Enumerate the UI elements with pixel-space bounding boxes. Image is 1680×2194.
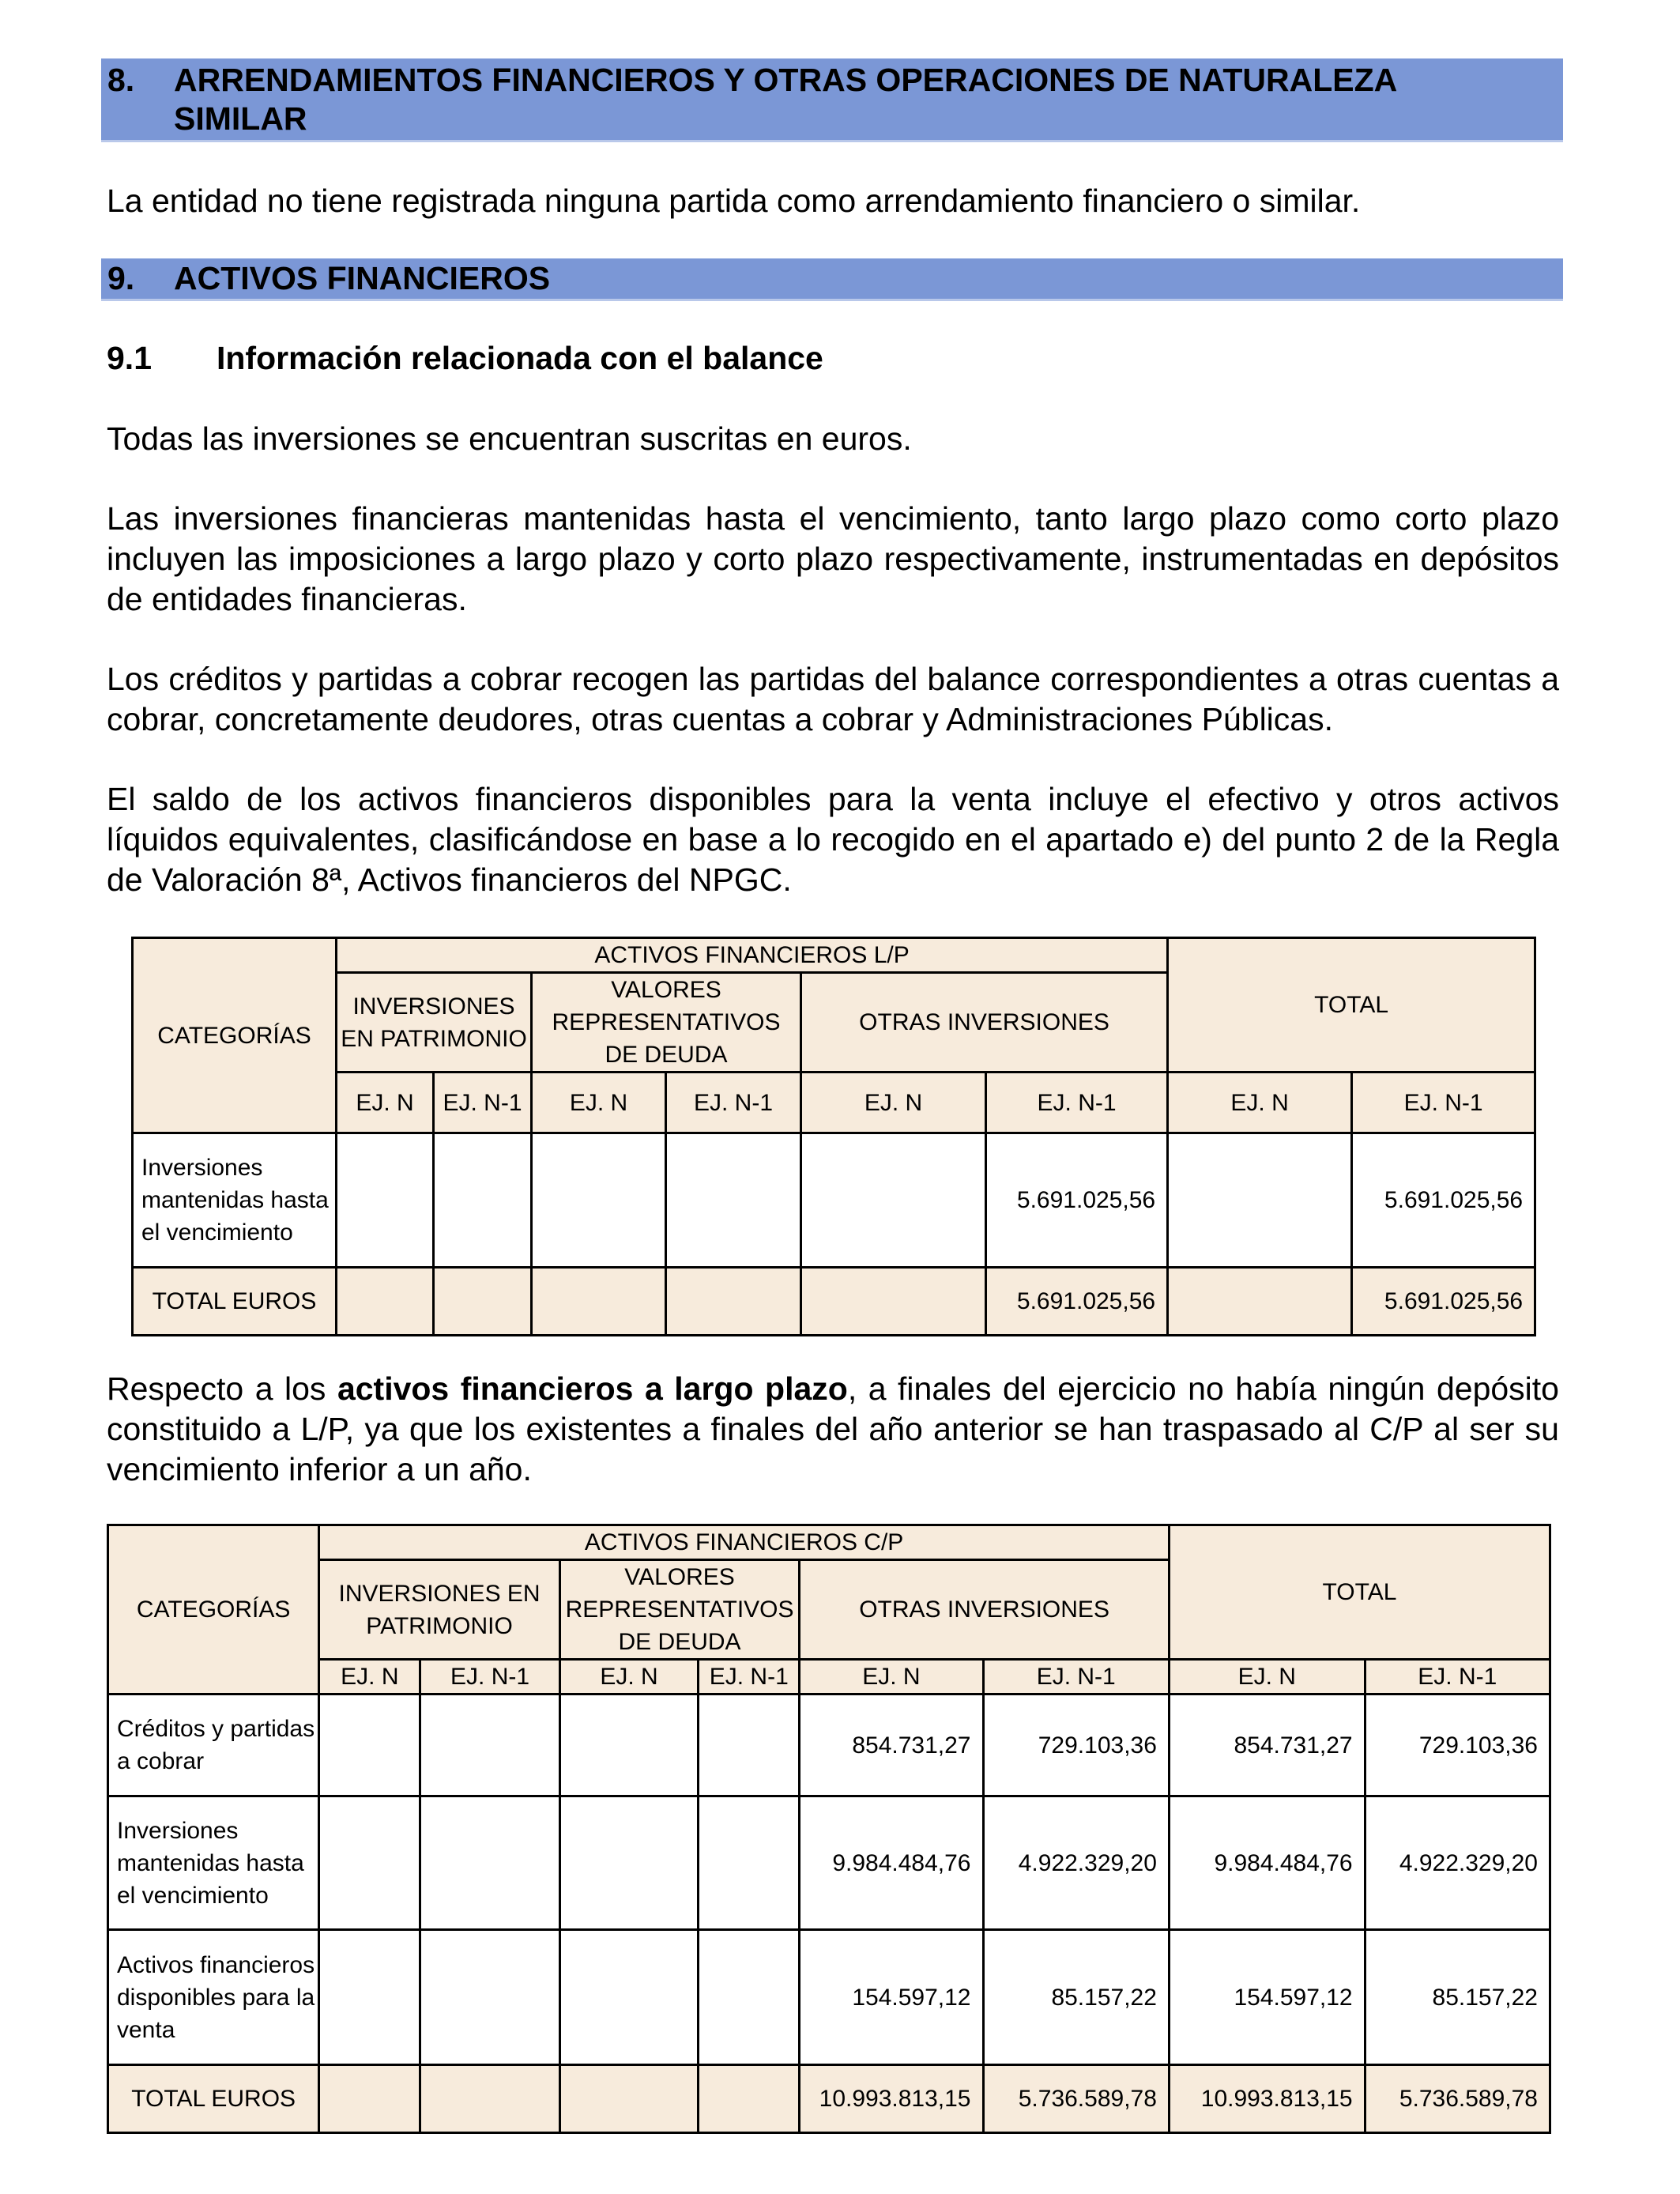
cp-row-total-n1: 85.157,22	[1365, 1930, 1550, 2065]
cp-otras-ej-n: EJ. N	[800, 1660, 983, 1695]
cp-total-total-n1: 5.736.589,78	[1365, 2065, 1550, 2133]
lp-row-otras-n	[801, 1133, 986, 1268]
section-8-title-line2: SIMILAR	[174, 100, 307, 137]
lp-patrimonio-ej-n: EJ. N	[337, 1072, 434, 1133]
section-8-number: 8.	[107, 62, 135, 98]
cp-total-otras-n1: 5.736.589,78	[983, 2065, 1169, 2133]
lp-total-label: TOTAL EUROS	[133, 1268, 337, 1336]
paragraph-disponibles-venta: El saldo de los activos financieros disponibles para la venta incluye el efectivo y otros activos líquidos equivalentes, clasificándose en base a lo recogido en el apartado e) del punto 2 de la Regla de Valoración 8ª, Activos financieros del NPGC.	[107, 781, 1559, 898]
lp-valores-ej-n1: EJ. N-1	[666, 1072, 801, 1133]
cp-row-otras-n1: 85.157,22	[983, 1930, 1169, 2065]
lp-otras-ej-n1: EJ. N-1	[986, 1072, 1168, 1133]
lp-row-label: Inversiones mantenidas hasta el vencimiento	[133, 1133, 337, 1268]
cp-total-ej-n: EJ. N	[1169, 1660, 1365, 1695]
cp-row-total-n1: 729.103,36	[1365, 1695, 1550, 1796]
p5-text-bold: activos financieros a largo plazo	[337, 1370, 848, 1407]
cp-row-label: Activos financieros disponibles para la venta	[108, 1930, 319, 2065]
table-row	[108, 1796, 1550, 1930]
cp-valores-ej-n: EJ. N	[559, 1660, 698, 1695]
lp-categories-header: CATEGORÍAS	[133, 938, 337, 1133]
section-9-title: ACTIVOS FINANCIEROS	[174, 260, 551, 296]
section-8-title-line1: ARRENDAMIENTOS FINANCIEROS Y OTRAS OPERACIONES DE NATURALEZA	[174, 62, 1398, 98]
cp-row-total-n1: 4.922.329,20	[1365, 1796, 1550, 1930]
cp-patrimonio-header: INVERSIONES EN PATRIMONIO	[319, 1560, 559, 1660]
cp-patrimonio-ej-n: EJ. N	[319, 1660, 420, 1695]
section-8-text: La entidad no tiene registrada ninguna partida como arrendamiento financiero o similar.	[107, 183, 1361, 219]
cp-row-otras-n: 154.597,12	[800, 1930, 983, 2065]
table-total-row	[108, 2065, 1550, 2133]
cp-total-total-n: 10.993.813,15	[1169, 2065, 1365, 2133]
lp-total-ej-n: EJ. N	[1168, 1072, 1352, 1133]
cp-total-ej-n1: EJ. N-1	[1365, 1660, 1550, 1695]
cp-categories-header: CATEGORÍAS	[108, 1525, 319, 1695]
cp-total-label: TOTAL EUROS	[108, 2065, 319, 2133]
table-row	[108, 1695, 1550, 1796]
section-9-heading	[101, 258, 1563, 301]
table-row	[133, 1133, 1535, 1268]
lp-patrimonio-header: INVERSIONES EN PATRIMONIO	[337, 973, 532, 1072]
lp-row-otras-n1: 5.691.025,56	[986, 1133, 1168, 1268]
table-total-row	[133, 1268, 1535, 1336]
cp-valores-ej-n1: EJ. N-1	[699, 1660, 800, 1695]
table-row	[108, 1930, 1550, 2065]
section-9-number: 9.	[107, 260, 135, 296]
lp-total-total-n	[1168, 1268, 1352, 1336]
subsection-title: Información relacionada con el balance	[217, 340, 823, 376]
cp-row-label: Créditos y partidas a cobrar	[108, 1695, 319, 1796]
cp-otras-header: OTRAS INVERSIONES	[800, 1560, 1170, 1660]
p5-text-c: , a finales del ejercicio no había ningún depósito constituido a L/P, ya que los existentes a finales del año anterior se han traspasado al C/P al ser su vencimiento inferior a un año.	[107, 1370, 1559, 1487]
lp-group-header: ACTIVOS FINANCIEROS L/P	[337, 938, 1168, 973]
lp-total-total-n1: 5.691.025,56	[1352, 1268, 1535, 1336]
lp-row-total-n	[1168, 1133, 1352, 1268]
cp-group-header: ACTIVOS FINANCIEROS C/P	[319, 1525, 1170, 1560]
cp-row-label: Inversiones mantenidas hasta el vencimiento	[108, 1796, 319, 1930]
cp-row-total-n: 854.731,27	[1169, 1695, 1365, 1796]
cp-total-otras-n: 10.993.813,15	[800, 2065, 983, 2133]
paragraph-creditos-partidas: Los créditos y partidas a cobrar recogen las partidas del balance correspondientes a otras cuentas a cobrar, concretamente deudores, otras cuentas a cobrar y Administraciones Públicas.	[107, 661, 1559, 737]
paragraph-inversiones-mantenidas: Las inversiones financieras mantenidas hasta el vencimiento, tanto largo plazo como corto plazo incluyen las imposiciones a largo plazo y corto plazo respectivamente, instrumentadas en depósitos de entidades financieras.	[107, 500, 1559, 617]
lp-total-header: TOTAL	[1168, 938, 1535, 1072]
lp-patrimonio-ej-n1: EJ. N-1	[434, 1072, 532, 1133]
cp-row-otras-n: 9.984.484,76	[800, 1796, 983, 1930]
p5-text-a: Respecto a los	[107, 1370, 337, 1407]
cp-row-total-n: 9.984.484,76	[1169, 1796, 1365, 1930]
lp-total-ej-n1: EJ. N-1	[1352, 1072, 1535, 1133]
lp-total-otras-n1: 5.691.025,56	[986, 1268, 1168, 1336]
lp-otras-header: OTRAS INVERSIONES	[801, 973, 1168, 1072]
cp-valores-header: VALORES REPRESENTATIVOS DE DEUDA	[559, 1560, 799, 1660]
subsection-number: 9.1	[107, 340, 152, 376]
table-activos-lp	[131, 937, 1536, 1336]
section-8-heading	[101, 58, 1563, 142]
paragraph-euros: Todas las inversiones se encuentran suscritas en euros.	[107, 420, 912, 457]
cp-row-otras-n: 854.731,27	[800, 1695, 983, 1796]
lp-total-otras-n	[801, 1268, 986, 1336]
table-activos-cp	[107, 1524, 1551, 2134]
paragraph-largo-plazo	[107, 1369, 1559, 1490]
cp-patrimonio-ej-n1: EJ. N-1	[420, 1660, 560, 1695]
cp-row-total-n: 154.597,12	[1169, 1930, 1365, 2065]
lp-valores-header: VALORES REPRESENTATIVOS DE DEUDA	[532, 973, 801, 1072]
lp-otras-ej-n: EJ. N	[801, 1072, 986, 1133]
cp-otras-ej-n1: EJ. N-1	[983, 1660, 1169, 1695]
cp-row-otras-n1: 729.103,36	[983, 1695, 1169, 1796]
cp-row-otras-n1: 4.922.329,20	[983, 1796, 1169, 1930]
lp-row-total-n1: 5.691.025,56	[1352, 1133, 1535, 1268]
lp-valores-ej-n: EJ. N	[532, 1072, 666, 1133]
cp-total-header: TOTAL	[1169, 1525, 1550, 1660]
